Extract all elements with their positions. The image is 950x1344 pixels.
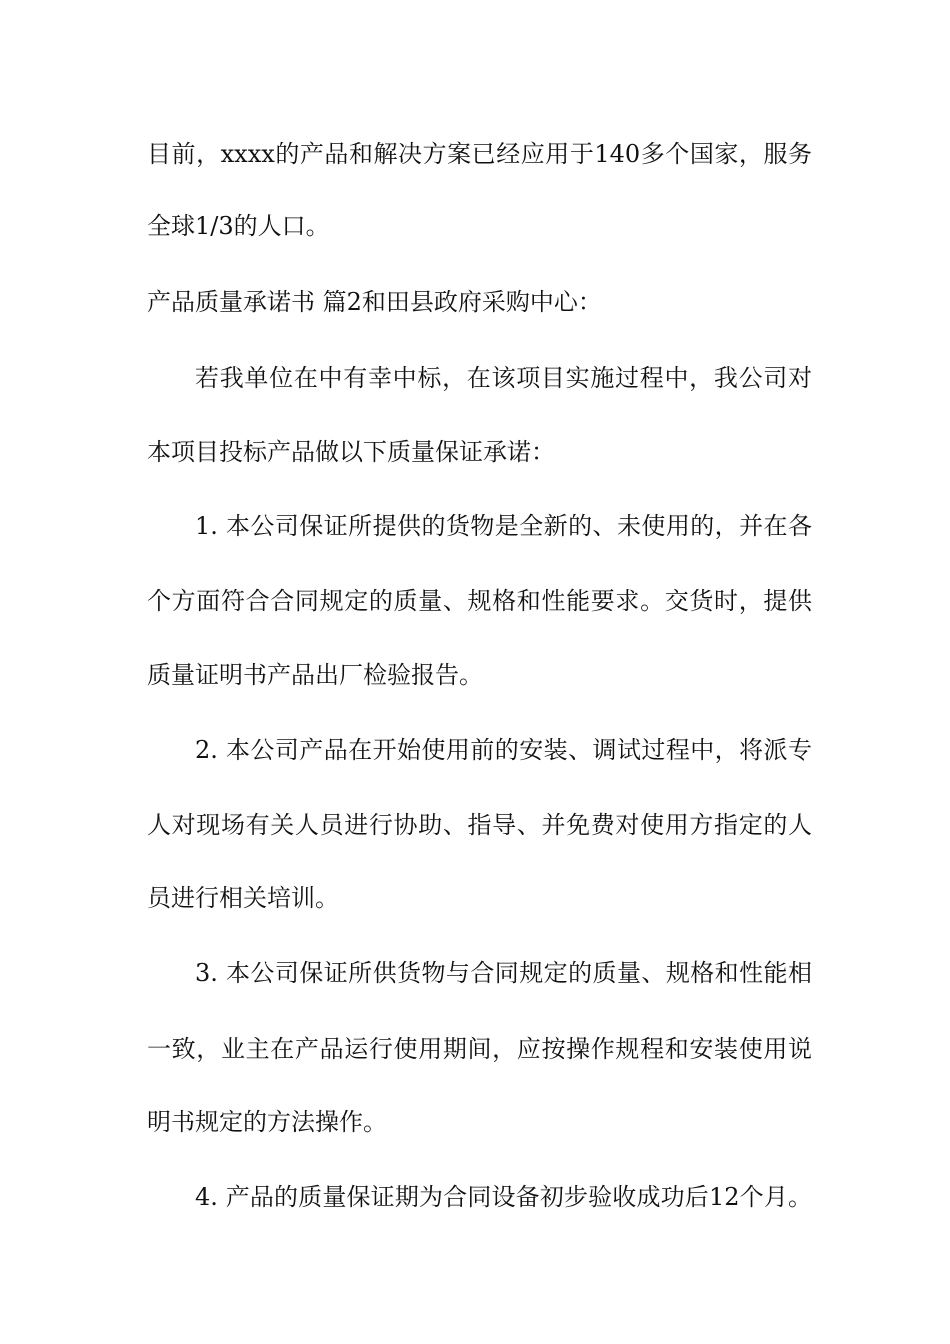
list-item-2-line-1: 2. 本公司产品在开始使用前的安装、调试过程中，将派专	[195, 736, 812, 764]
section-heading: 产品质量承诺书 篇2和田县政府采购中心：	[147, 288, 602, 316]
text-line-5: 本项目投标产品做以下质量保证承诺：	[147, 438, 555, 466]
list-item-1-line-2: 个方面符合合同规定的质量、规格和性能要求。交货时，提供	[147, 587, 812, 615]
list-item-4-line-1: 4. 产品的质量保证期为合同设备初步验收成功后12个月。	[195, 1183, 812, 1211]
list-item-3-line-1: 3. 本公司保证所供货物与合同规定的质量、规格和性能相	[195, 959, 812, 987]
list-item-1-line-3: 质量证明书产品出厂检验报告。	[147, 661, 483, 689]
text-line-1: 目前，xxxx的产品和解决方案已经应用于140多个国家，服务	[147, 140, 812, 168]
text-line-4: 若我单位在中有幸中标，在该项目实施过程中，我公司对	[195, 364, 812, 392]
text-line-2: 全球1/3的人口。	[147, 212, 330, 240]
list-item-1-line-1: 1. 本公司保证所提供的货物是全新的、未使用的，并在各	[195, 512, 812, 540]
list-item-2-line-3: 员进行相关培训。	[147, 884, 339, 912]
list-item-3-line-2: 一致，业主在产品运行使用期间，应按操作规程和安装使用说	[147, 1035, 812, 1063]
list-item-3-line-3: 明书规定的方法操作。	[147, 1108, 387, 1136]
list-item-2-line-2: 人对现场有关人员进行协助、指导、并免费对使用方指定的人	[147, 811, 812, 839]
